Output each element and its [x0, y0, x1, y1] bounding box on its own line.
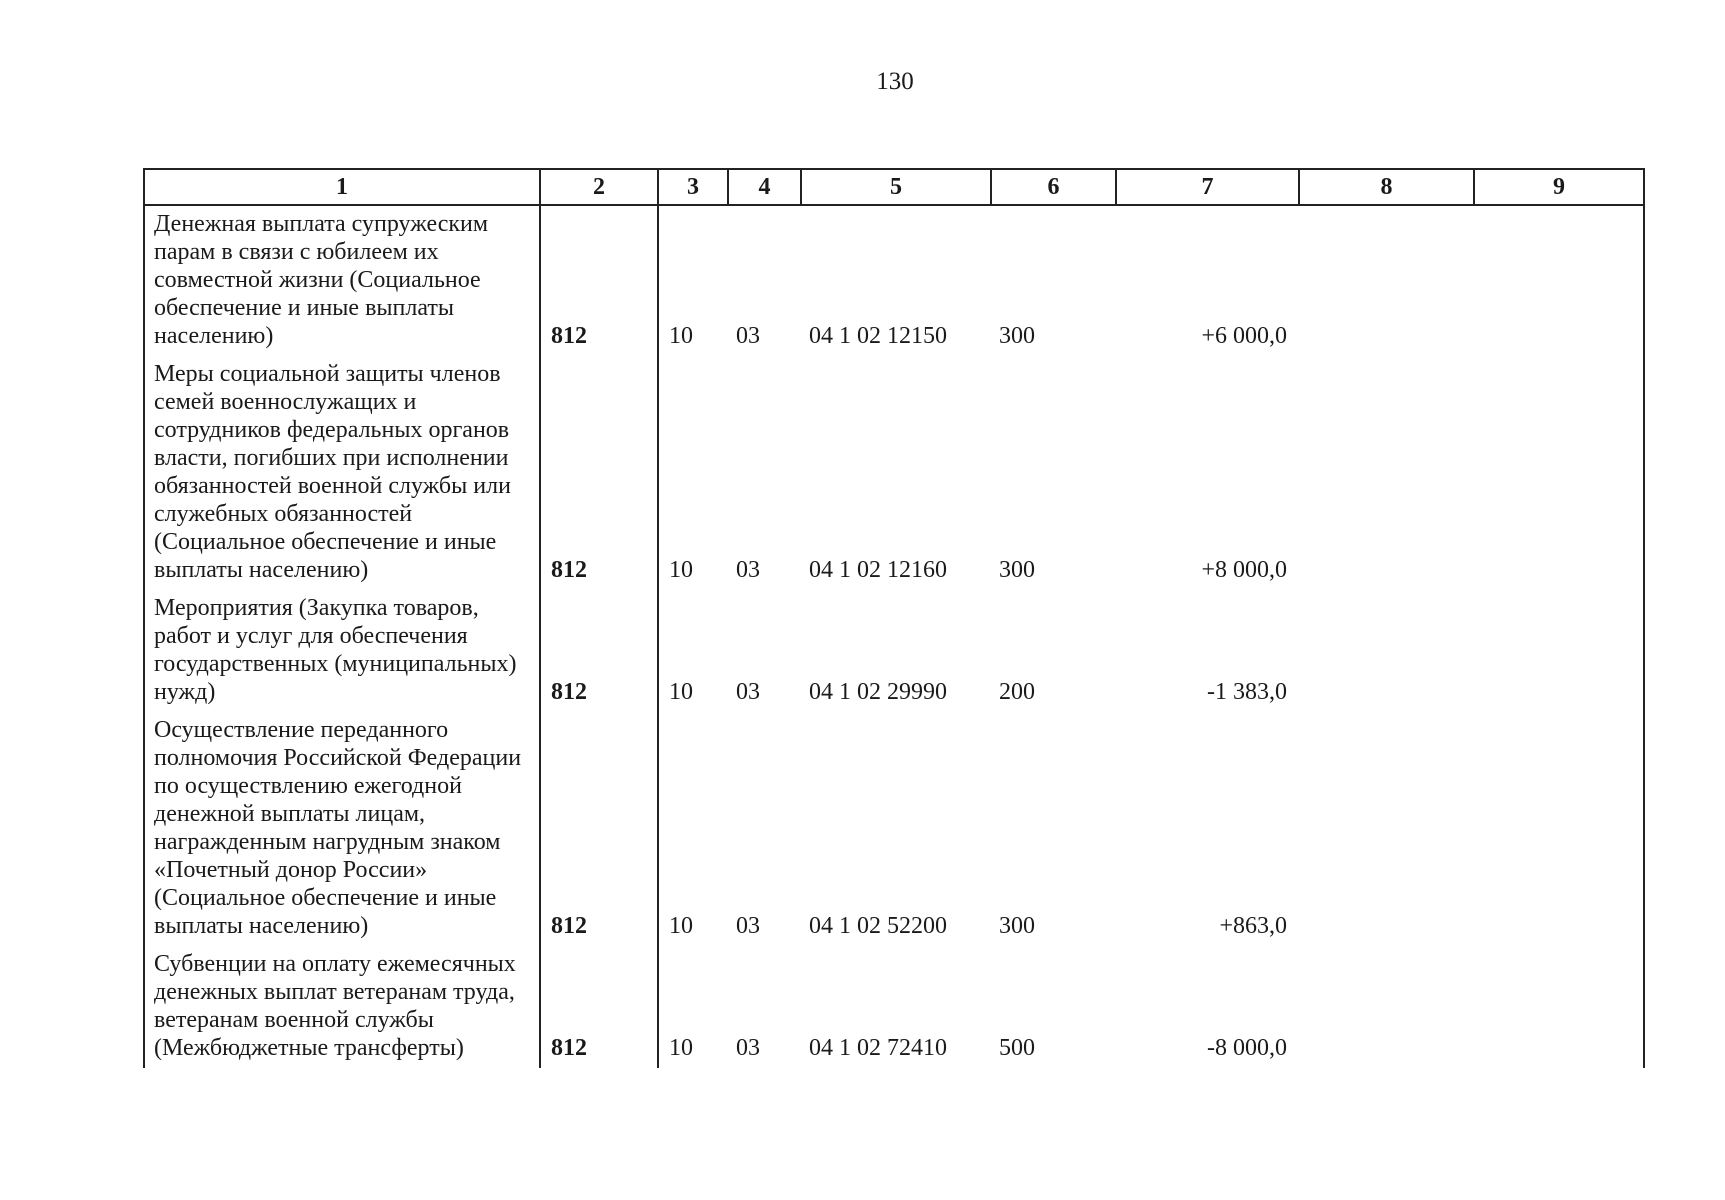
- page-number: 130: [876, 68, 914, 95]
- row-description: Осуществление переданного полномочия Российской Федерации по осуществлению ежегодной денежной выплаты лицам, награжденным нагрудным знаком «Почетный донор России» (Социальное обеспечение и иные выплаты населению): [144, 712, 540, 946]
- row-description: Меры социальной защиты членов семей военнослужащих и сотрудников федеральных органов власти, погибших при исполнении обязанностей военной службы или служебных обязанностей (Социальное обеспечение и иные выплаты населению): [144, 356, 540, 590]
- subsection-code: 03: [736, 323, 760, 349]
- ministry-code: 812: [540, 712, 658, 946]
- expense-type-code: 300: [999, 913, 1035, 939]
- table-row: [144, 712, 1644, 946]
- subsection-code: 03: [736, 1035, 760, 1061]
- expense-type-code: 500: [999, 1035, 1035, 1061]
- header-col-9: 9: [1474, 169, 1644, 205]
- header-col-5: 5: [801, 169, 991, 205]
- col-8-value: [1299, 205, 1474, 356]
- expense-type-code: 300: [999, 557, 1035, 583]
- target-article-code: 04 1 02 12160: [809, 557, 947, 583]
- section-code: 10: [669, 323, 693, 349]
- header-col-6: 6: [991, 169, 1116, 205]
- expense-type-code: 200: [999, 679, 1035, 705]
- table-header-row: [144, 169, 1644, 205]
- ministry-code: 812: [540, 590, 658, 712]
- col-9-value: [1474, 712, 1644, 946]
- ministry-code: 812: [540, 205, 658, 356]
- col-9-value: [1474, 356, 1644, 590]
- subsection-code: 03: [736, 557, 760, 583]
- target-article-code: 04 1 02 72410: [809, 1035, 947, 1061]
- col-9-value: [1474, 590, 1644, 712]
- section-code: 10: [669, 557, 693, 583]
- table-row: [144, 205, 1644, 356]
- amount-value: +6 000,0: [1201, 323, 1287, 349]
- section-code: 10: [669, 913, 693, 939]
- table-row: [144, 590, 1644, 712]
- amount-value: +863,0: [1219, 913, 1287, 939]
- amount-value: -1 383,0: [1207, 679, 1287, 705]
- expense-type-code: 300: [999, 323, 1035, 349]
- header-col-8: 8: [1299, 169, 1474, 205]
- row-description: Субвенции на оплату ежемесячных денежных выплат ветеранам труда, ветеранам военной службы (Межбюджетные трансферты): [144, 946, 540, 1068]
- header-col-1: 1: [144, 169, 540, 205]
- ministry-code: 812: [540, 946, 658, 1068]
- header-col-3: 3: [658, 169, 728, 205]
- amount-value: -8 000,0: [1207, 1035, 1287, 1061]
- col-8-value: [1299, 356, 1474, 590]
- col-8-value: [1299, 712, 1474, 946]
- amount-value: +8 000,0: [1201, 557, 1287, 583]
- subsection-code: 03: [736, 679, 760, 705]
- section-code: 10: [669, 1035, 693, 1061]
- row-description: Мероприятия (Закупка товаров, работ и услуг для обеспечения государственных (муниципальных) нужд): [144, 590, 540, 712]
- col-8-value: [1299, 946, 1474, 1068]
- col-8-value: [1299, 590, 1474, 712]
- budget-table: [143, 168, 1645, 1068]
- subsection-code: 03: [736, 913, 760, 939]
- table-row: [144, 356, 1644, 590]
- table-row: [144, 946, 1644, 1068]
- target-article-code: 04 1 02 52200: [809, 913, 947, 939]
- target-article-code: 04 1 02 29990: [809, 679, 947, 705]
- section-code: 10: [669, 679, 693, 705]
- col-9-value: [1474, 205, 1644, 356]
- target-article-code: 04 1 02 12150: [809, 323, 947, 349]
- header-col-2: 2: [540, 169, 658, 205]
- header-col-4: 4: [728, 169, 801, 205]
- col-9-value: [1474, 946, 1644, 1068]
- row-description: Денежная выплата супружеским парам в связи с юбилеем их совместной жизни (Социальное обеспечение и иные выплаты населению): [144, 205, 540, 356]
- ministry-code: 812: [540, 356, 658, 590]
- header-col-7: 7: [1116, 169, 1299, 205]
